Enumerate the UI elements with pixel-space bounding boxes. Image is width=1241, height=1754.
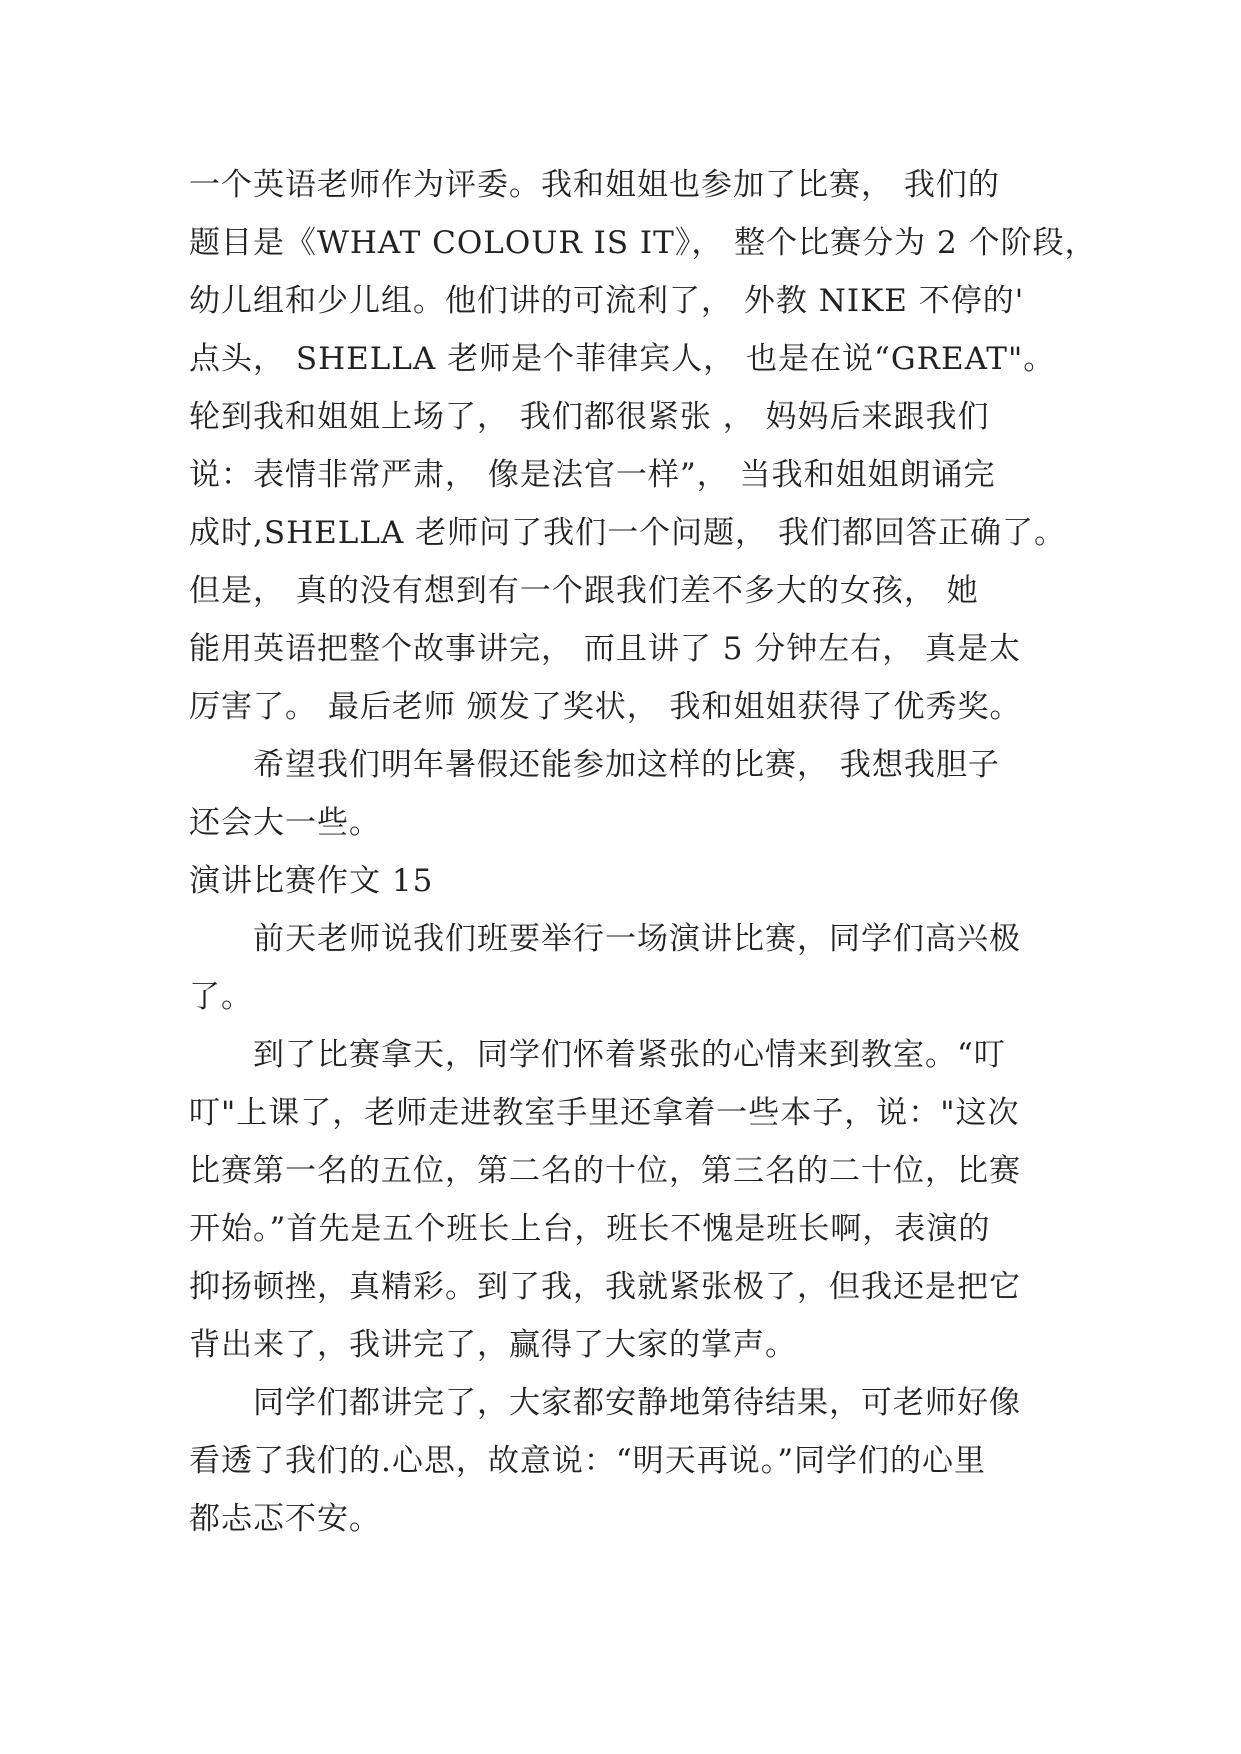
paragraph-first-line: 前天老师说我们班要举行一场演讲比赛，同学们高兴极 (253, 921, 1021, 957)
text-line: 看透了我们的.心思，故意说：“明天再说。”同学们的心里 (189, 1443, 987, 1479)
text-line: 抑扬顿挫，真精彩。到了我，我就紧张极了，但我还是把它 (189, 1269, 1021, 1305)
text-line: 厉害了。 最后老师 颁发了奖状， 我和姐姐获得了优秀奖。 (189, 689, 1022, 725)
section-title: 演讲比赛作文 15 (189, 863, 434, 899)
text-line: 一个英语老师作为评委。我和姐姐也参加了比赛， 我们的 (189, 167, 1000, 203)
text-line: 还会大一些。 (189, 805, 381, 841)
text-line: 了。 (189, 979, 253, 1015)
text-line: 幼儿组和少儿组。他们讲的可流利了， 外教 NIKE 不停的' (189, 283, 1025, 319)
text-line: 轮到我和姐姐上场了， 我们都很紧张 ， 妈妈后来跟我们 (189, 399, 990, 435)
paragraph-first-line: 同学们都讲完了，大家都安静地第待结果，可老师好像 (253, 1385, 1021, 1421)
text-line: 但是， 真的没有想到有一个跟我们差不多大的女孩， 她 (189, 573, 979, 609)
paragraph-first-line: 希望我们明年暑假还能参加这样的比赛， 我想我胆子 (253, 747, 1000, 783)
paragraph-first-line: 到了比赛拿天，同学们怀着紧张的心情来到教室。“叮 (253, 1037, 1006, 1073)
text-line: 说：表情非常严肃， 像是法官一样”， 当我和姐姐朗诵完 (189, 457, 996, 493)
text-line: 题目是《WHAT COLOUR IS IT》， 整个比赛分为 2 个阶段， (189, 225, 1097, 261)
text-line: 点头， SHELLA 老师是个菲律宾人， 也是在说“GREAT"。 (189, 341, 1056, 377)
text-line: 叮"上课了，老师走进教室手里还拿着一些本子，说："这次 (189, 1095, 1020, 1131)
text-line: 都忐忑不安。 (189, 1501, 381, 1537)
text-line: 背出来了，我讲完了，赢得了大家的掌声。 (189, 1327, 797, 1363)
text-line: 比赛第一名的五位，第二名的十位，第三名的二十位，比赛 (189, 1153, 1021, 1189)
text-line: 开始。”首先是五个班长上台，班长不愧是班长啊，表演的 (189, 1211, 991, 1247)
text-line: 成时,SHELLA 老师问了我们一个问题， 我们都回答正确了。 (189, 515, 1067, 551)
text-line: 能用英语把整个故事讲完， 而且讲了 5 分钟左右， 真是太 (189, 631, 1022, 667)
